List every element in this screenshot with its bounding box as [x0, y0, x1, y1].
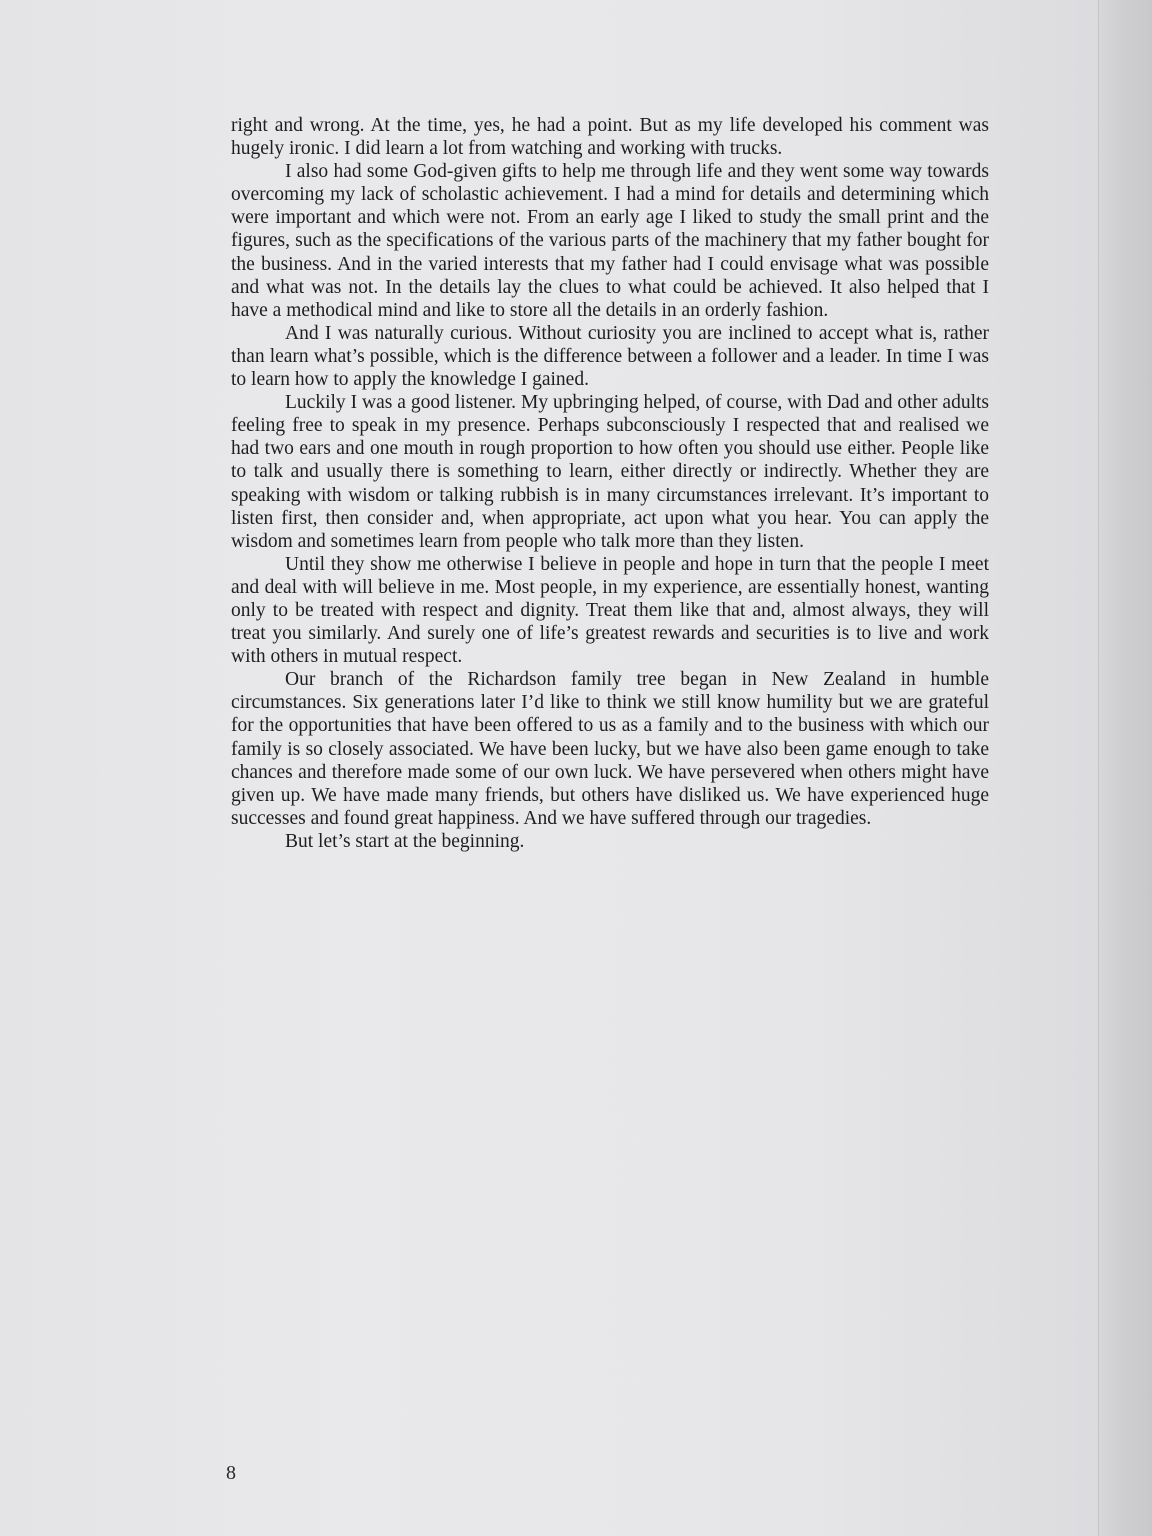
- paragraph: Until they show me otherwise I believe in people and hope in turn that the people I meet and deal with will believe in me. Most people, in my experience, are essentially honest, wanting only to be treated with respect and dignity. Treat them like that and, almost always, they will treat you similarly. And surely one of life’s greatest rewards and securities is to live and work with others in mutual respect.: [231, 553, 989, 668]
- paragraph: Our branch of the Richardson family tree began in New Zealand in humble circumstances. Six generations later I’d like to think we still know humility but we are grateful for the opportunities that have been offered to us as a family and to the business with which our family is so closely associated. We have been lucky, but we have also been game enough to take chances and therefore made some of our own luck. We have persevered when others might have given up. We have made many friends, but others have disliked us. We have experienced huge successes and found great happiness. And we have suffered through our tragedies.: [231, 669, 989, 829]
- body-text: [231, 114, 989, 853]
- paragraph: And I was naturally curious. Without curiosity you are inclined to accept what is, rather than learn what’s possible, which is the difference between a follower and a leader. In time I was to learn how to apply the knowledge I gained.: [231, 322, 989, 391]
- paragraph: Luckily I was a good listener. My upbringing helped, of course, with Dad and other adults feeling free to speak in my presence. Perhaps subconsciously I respected that and realised we had two ears and one mouth in rough proportion to how often you should use either. People like to talk and usually there is something to learn, either directly or indirectly. Whether they are speaking with wisdom or talking rubbish is in many circumstances irrelevant. It’s important to listen first, then consider and, when appropriate, act upon what you hear. You can apply the wisdom and sometimes learn from people who talk more than they listen.: [231, 392, 989, 552]
- paragraph: I also had some God-given gifts to help me through life and they went some way towards overcoming my lack of scholastic achievement. I had a mind for details and determining which were important and which were not. From an early age I liked to study the small print and the figures, such as the specifications of the various parts of the machinery that my father bought for the business. And in the varied interests that my father had I could envisage what was possible and what was not. In the details lay the clues to what could be achieved. It also helped that I have a methodical mind and like to store all the details in an orderly fashion.: [231, 161, 989, 321]
- paragraph: right and wrong. At the time, yes, he had a point. But as my life developed his comment was hugely ironic. I did learn a lot from watching and working with trucks.: [231, 115, 989, 160]
- page-edge: [1098, 0, 1152, 1536]
- page-number: 8: [226, 1462, 236, 1484]
- paragraph: But let’s start at the beginning.: [285, 830, 525, 852]
